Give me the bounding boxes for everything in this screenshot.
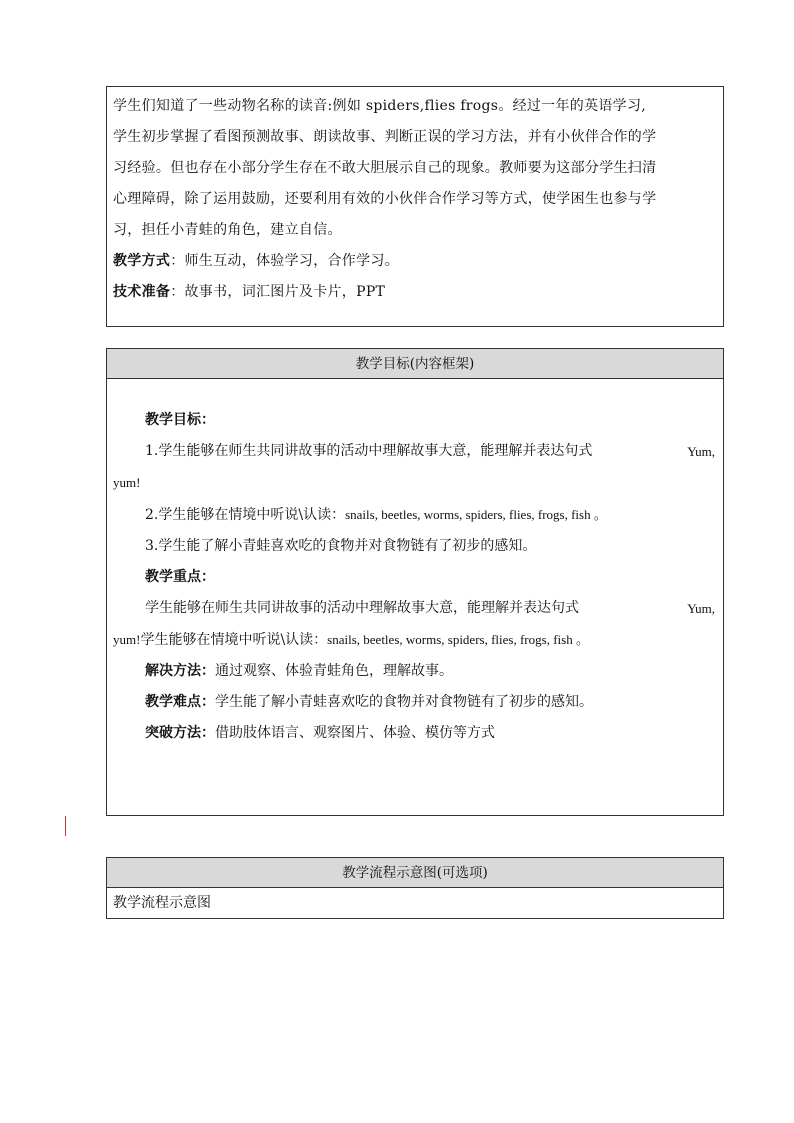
tech-prep-label: 技术准备 [113, 284, 171, 300]
teaching-method-line [113, 246, 717, 277]
goal-2-text: 2.学生能够在情境中听说\认读： [145, 507, 346, 523]
goal-2-vocab: snails, beetles, worms, spiders, flies, frogs, fish 。 [345, 507, 607, 522]
analysis-line-2 [113, 122, 717, 153]
goal-1-phrase-end: yum! [113, 475, 141, 490]
key-point-vocab: snails, beetles, worms, spiders, flies, frogs, fish 。 [327, 632, 589, 647]
breakthrough-label: 突破方法： [145, 725, 215, 741]
teaching-flow-box [106, 857, 724, 919]
key-points-label: 教学重点： [145, 569, 215, 585]
analysis-line-4 [113, 184, 717, 215]
analysis-text-5: 习，担任小青蛙的角色，建立自信。 [113, 222, 342, 238]
key-point-phrase: Yum, [687, 601, 715, 616]
goal-3: 3.学生能了解小青蛙喜欢吃的食物并对食物链有了初步的感知。 [145, 538, 537, 554]
teaching-goals-box [106, 348, 724, 816]
key-point-text-2: 学生能够在情境中听说\认读： [140, 632, 328, 648]
breakthrough-line [113, 718, 715, 749]
learner-analysis-box [106, 86, 724, 327]
goal-1-continued [113, 467, 715, 499]
analysis-line-1 [113, 91, 717, 122]
teaching-goals-header: 教学目标(内容框架) [107, 349, 723, 379]
teaching-flow-body: 教学流程示意图 [113, 895, 211, 911]
difficulty-label: 教学难点： [145, 694, 215, 710]
goal-1 [113, 436, 715, 467]
analysis-text-1: 学生们知道了一些动物名称的读音:例如 spiders,flies frogs。经过一年的英语学习, [113, 98, 647, 114]
breakthrough-value: 借助肢体语言、观察图片、体验、模仿等方式 [215, 725, 495, 741]
difficulty-value: 学生能了解小青蛙喜欢吃的食物并对食物链有了初步的感知。 [215, 694, 593, 710]
solution-label: 解决方法： [145, 663, 215, 679]
text-cursor-mark [65, 816, 66, 836]
difficulty-line [113, 687, 715, 718]
analysis-text-3: 习经验。但也存在小部分学生存在不敢大胆展示自己的现象。教师要为这部分学生扫清 [113, 160, 657, 176]
teaching-method-value: ：师生互动，体验学习，合作学习。 [170, 253, 400, 269]
teaching-method-label: 教学方式 [113, 253, 171, 269]
goal-2 [113, 499, 715, 531]
solution-line [113, 656, 715, 687]
teaching-goals-body [107, 379, 723, 749]
teaching-flow-header: 教学流程示意图(可选项) [107, 858, 723, 888]
key-point-line-1 [113, 593, 715, 624]
solution-value: 通过观察、体验青蛙角色，理解故事。 [215, 663, 453, 679]
key-point-phrase-end: yum! [113, 632, 141, 647]
analysis-line-3 [113, 153, 717, 184]
goal-1-phrase: Yum, [687, 444, 715, 459]
key-point-line-2 [113, 624, 715, 656]
key-point-text: 学生能够在师生共同讲故事的活动中理解故事大意，能理解并表达句式 [145, 600, 579, 616]
goals-label: 教学目标： [145, 412, 215, 428]
analysis-text-4: 心理障碍，除了运用鼓励，还要利用有效的小伙伴合作学习等方式，使学困生也参与学 [113, 191, 657, 207]
tech-prep-line [113, 277, 717, 308]
analysis-line-5 [113, 215, 717, 246]
tech-prep-value: ：故事书，词汇图片及卡片，PPT [170, 284, 386, 300]
analysis-text-2: 学生初步掌握了看图预测故事、朗读故事、判断正误的学习方法，并有小伙伴合作的学 [113, 129, 657, 145]
goal-1-text: 1.学生能够在师生共同讲故事的活动中理解故事大意，能理解并表达句式 [145, 443, 593, 459]
